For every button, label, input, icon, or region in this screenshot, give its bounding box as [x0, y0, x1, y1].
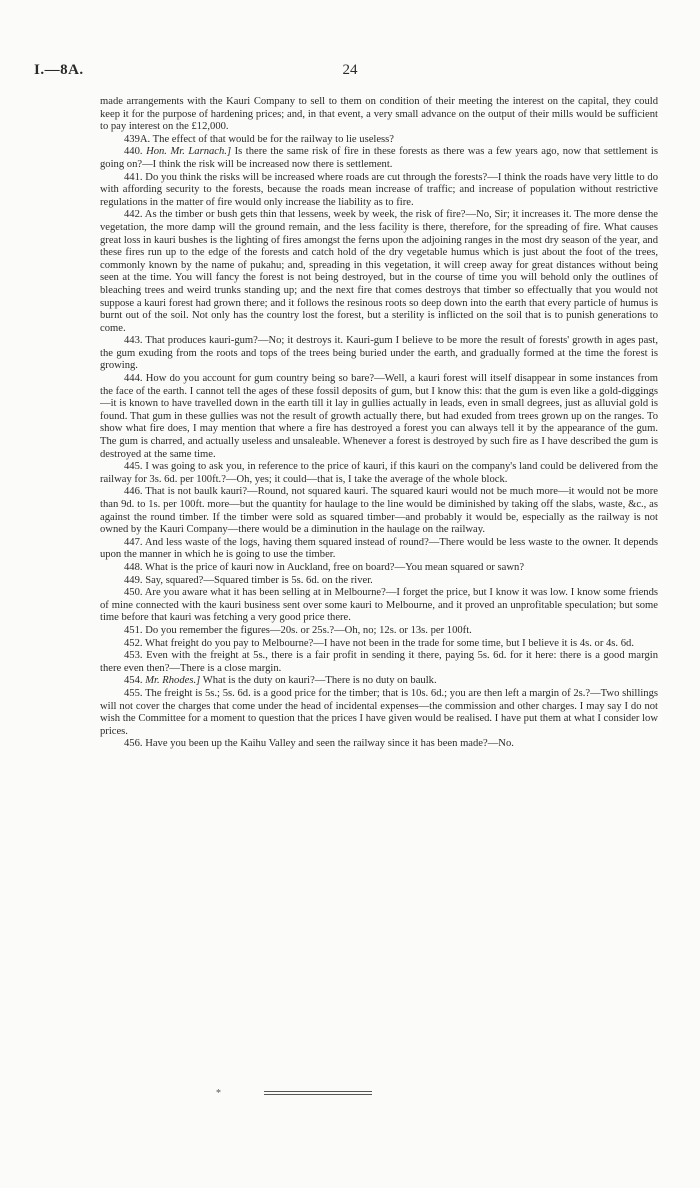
question-450 [100, 587, 658, 625]
continued-answer [100, 96, 658, 134]
question-445 [100, 461, 658, 486]
question-456 [100, 738, 658, 751]
paragraph-text: Are you aware what it has been selling at in Melbourne?—I forget the price, but I know it was low. I know some friends of mine connected with the kauri business sent over some kauri to Melbourne, and it proved an unprofitable speculation; but some time before that kauri was fetching a very good price there. [100, 587, 658, 624]
question-441 [100, 172, 658, 210]
paragraph-text: Even with the freight at 5s., there is a fair profit in sending it there, paying 5s. 6d. for it here: there is a good margin there even then?—There is a close margin. [100, 650, 658, 674]
question-number: 445. [124, 461, 143, 473]
paragraph-text: I was going to ask you, in reference to the price of kauri, if this kauri on the company's land could be delivered from the railway for 3s. 6d. per 100ft.?—Oh, yes; it could—that is, I take the average of the whole block. [100, 461, 658, 485]
paragraph-text: Have you been up the Kaihu Valley and seen the railway since it has been made?—No. [145, 738, 514, 750]
paragraph-text: The freight is 5s.; 5s. 6d. is a good price for the timber; that is 10s. 6d.; you are then left a margin of 2s.?—Two shillings will not cover the charges that come under the head of incidental expenses—the commission and other charges. I may say I do not wish the Committee for a moment to question that the prices I have given would be realised. I have put them at what I consider low prices. [100, 687, 658, 737]
paragraph-text: How do you account for gum country being so bare?—Well, a kauri forest will itself disappear in some instances from the face of the earth. I cannot tell the ages of these fossil deposits of gum, but I know this: that the gum is even like a gold-diggings—it is known to have travelled down in the earth till it lay in gullies actually in leads, even in small degrees, just as alluvial gold is found. That gum in these gullies was not the result of growth actually there, but had exuded from trees grown up on the ranges. To show what fire does, I may mention that where a fire has destroyed a forest you can always tell it by the appearance of the gum. The gum is charred, and actually useless and unsaleable. Whenever a forest is destroyed by such fire as I have described the gum is destroyed at the same time. [100, 373, 659, 460]
question-451 [100, 625, 658, 638]
question-455 [100, 688, 658, 738]
question-447 [100, 537, 658, 562]
speaker-name: Mr. Rhodes.] [145, 675, 201, 687]
paragraph-text: What is the duty on kauri?—There is no duty on baulk. [202, 675, 437, 687]
question-number: 439A. [124, 133, 151, 145]
paragraph-text: What freight do you pay to Melbourne?—I have not been in the trade for some time, but I believe it is 4s. or 4s. 6d. [145, 637, 634, 649]
question-number: 443. [124, 335, 143, 347]
question-number: 442. [124, 209, 143, 221]
question-number: 454. [124, 675, 143, 687]
question-number: 446. [124, 486, 143, 498]
question-444 [100, 373, 658, 461]
question-number: 453. [124, 650, 143, 662]
question-439a [100, 134, 658, 147]
question-number: 449. [124, 574, 143, 586]
page-header [34, 62, 666, 84]
footer-rule-top [264, 1091, 372, 1092]
paragraph-text: And less waste of the logs, having them squared instead of round?—There would be less waste to the owner. It depends upon the manner in which he is going to use the timber. [100, 536, 658, 561]
paragraph-text: Do you remember the figures—20s. or 25s.?—Oh, no; 12s. or 13s. per 100ft. [145, 624, 472, 636]
question-449 [100, 575, 658, 588]
question-number: 444. [124, 373, 143, 385]
paragraph-text: Say, squared?—Squared timber is 5s. 6d. on the river. [145, 574, 373, 586]
question-number: 456. [124, 738, 143, 750]
paragraph-text: Do you think the risks will be increased where roads are cut through the forests?—I think the roads have very little to do with affording security to the forests, because the roads mean increase of traffic; and increase of population without restrictive regulations in the matter of fire would only increase the liability as to fire. [100, 171, 658, 208]
question-453 [100, 650, 658, 675]
paragraph-text: As the timber or bush gets thin that lessens, week by week, the risk of fire?—No, Sir; it increases it. The more dense the vegetation, the more damp will the ground remain, and the less facility is there, therefore, for the spreading of fire. What causes great loss in kauri bushes is the lighting of fires amongst the ferns upon the adjoining ranges in the most dry season of the year, and these fires run up to the edge of the forests and catch hold of the dry vegetable humus which is just about the foot of the trees, commonly known by the name of pukahu; and, spreading in this vegetation, it will creep away for great distances without being seen at the time. You will fancy the forest is not being destroyed, but in the course of time you will behold only the outlines of bleaching trees and weird trunks standing up; and the next fire that comes destroys that timber so effectually that you would not suppose a kauri forest had grown there; and it follows the resinous roots so deep down into the earth that every particle of humus is burnt out of the soil. Not only has the country lost the forest, but a sterility is inflicted on the soil that is to punish generations to come. [100, 209, 658, 334]
question-number: 452. [124, 637, 143, 649]
question-443 [100, 335, 658, 373]
question-448 [100, 562, 658, 575]
paragraph-text: That produces kauri-gum?—No; it destroys it. Kauri-gum I believe to be more the result of forests' growth in ages past, the gum exuding from the roots and tops of the trees being buried under the earth, and gradually formed at the time the forest is growing. [100, 335, 658, 372]
question-440 [100, 146, 658, 171]
page-footer [0, 1088, 700, 1100]
paragraph-text: That is not baulk kauri?—Round, not squared kauri. The squared kauri would not be much more—it would not be more than 9d. to 1s. per 100ft. more—but the quantity for haulage to the line would be diminished by taking off the slabs, waste, &c., as against the round timber. If the timber were sold as squared timber—and probably it would be, especially as the railway is not owned by the Kauri Company—there would be a diminution in the haulage on the railway. [100, 486, 658, 536]
question-number: 448. [124, 561, 143, 573]
question-number: 440. [124, 146, 143, 158]
page-number: 24 [342, 62, 358, 78]
paragraph-text: The effect of that would be for the railway to lie useless? [152, 133, 394, 145]
question-454 [100, 675, 658, 688]
question-number: 441. [124, 171, 143, 183]
printer-mark: * [216, 1088, 221, 1099]
question-452 [100, 638, 658, 651]
footer-rule-bottom [264, 1094, 372, 1095]
paragraph-text: made arrangements with the Kauri Company to sell to them on condition of their meeting the interest on the capital, they could keep it for the purpose of hardening prices; and, in that event, a very small advance on the output of their mills would be sufficient to pay interest on the £12,000. [100, 96, 658, 133]
document-reference: I.—8A. [34, 62, 84, 78]
testimony-body [100, 96, 658, 751]
question-442 [100, 209, 658, 335]
speaker-name: Hon. Mr. Larnach.] [146, 146, 232, 158]
question-446 [100, 486, 658, 536]
question-number: 450. [124, 587, 143, 599]
question-number: 447. [124, 536, 143, 548]
question-number: 451. [124, 624, 143, 636]
paragraph-text: Is there the same risk of fire in these forests as there was a few years ago, now that settlement is going on?—I think the risk will be increased now there is settlement. [100, 146, 658, 170]
paragraph-text: What is the price of kauri now in Auckland, free on board?—You mean squared or sawn? [145, 561, 525, 573]
question-number: 455. [124, 687, 143, 699]
